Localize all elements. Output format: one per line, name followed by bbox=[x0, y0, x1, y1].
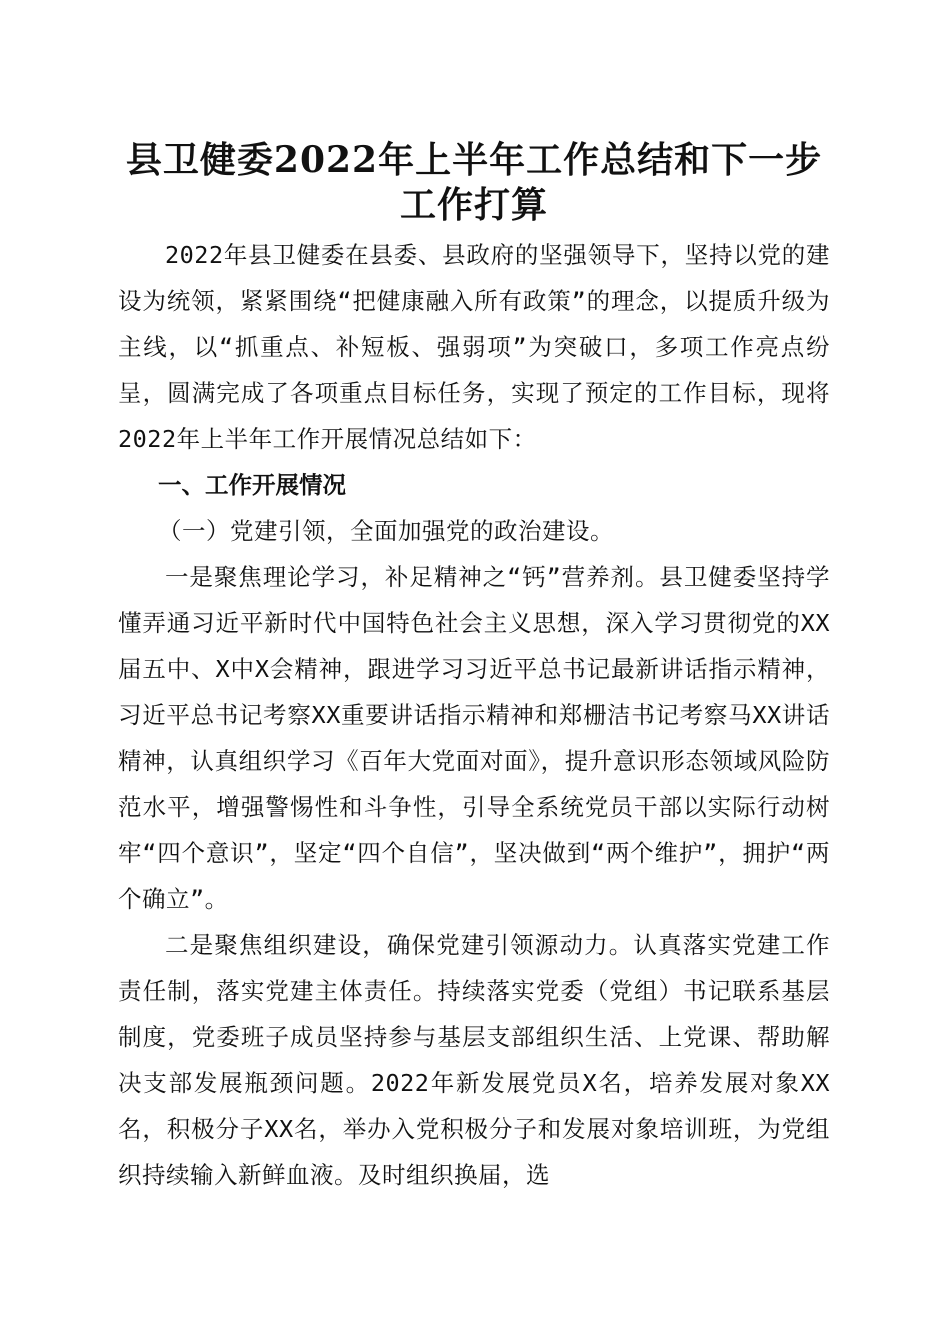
document-title: 县卫健委2022年上半年工作总结和下一步工作打算 bbox=[125, 139, 823, 226]
body-paragraph-2: 二是聚焦组织建设，确保党建引领源动力。认真落实党建工作责任制，落实党建主体责任。持续落实党委（党组）书记联系基层制度，党委班子成员坚持参与基层支部组织生活、上党课、帮助解决支部发展瓶颈问题。2022年新发展党员X名，培养发展对象XX名，积极分子XX名，举办入党积极分子和发展对象培训班，为党组织持续输入新鲜血液。及时组织换届，选 bbox=[118, 931, 830, 1189]
subsection-heading: （一）党建引领，全面加强党的政治建设。 bbox=[158, 517, 614, 545]
body-paragraph-1: 一是聚焦理论学习，补足精神之“钙”营养剂。县卫健委坚持学懂弄通习近平新时代中国特色社会主义思想，深入学习贯彻党的XX届五中、X中X会精神，跟进学习习近平总书记最新讲话指示精神，习近平总书记考察XX重要讲话指示精神和郑栅洁书记考察马XX讲话精神，认真组织学习《百年大党面对面》，提升意识形态领域风险防范水平，增强警惕性和斗争性，引导全系统党员干部以实际行动树牢“四个意识”，坚定“四个自信”，坚决做到“两个维护”，拥护“两个确立”。 bbox=[118, 563, 830, 913]
document-body bbox=[118, 138, 830, 1198]
intro-paragraph: 2022年县卫健委在县委、县政府的坚强领导下，坚持以党的建设为统领，紧紧围绕“把健康融入所有政策”的理念，以提质升级为主线，以“抓重点、补短板、强弱项”为突破口，多项工作亮点纷呈，圆满完成了各项重点目标任务，实现了预定的工作目标，现将2022年上半年工作开展情况总结如下： bbox=[118, 241, 830, 453]
section-heading: 一、工作开展情况 bbox=[158, 471, 346, 499]
